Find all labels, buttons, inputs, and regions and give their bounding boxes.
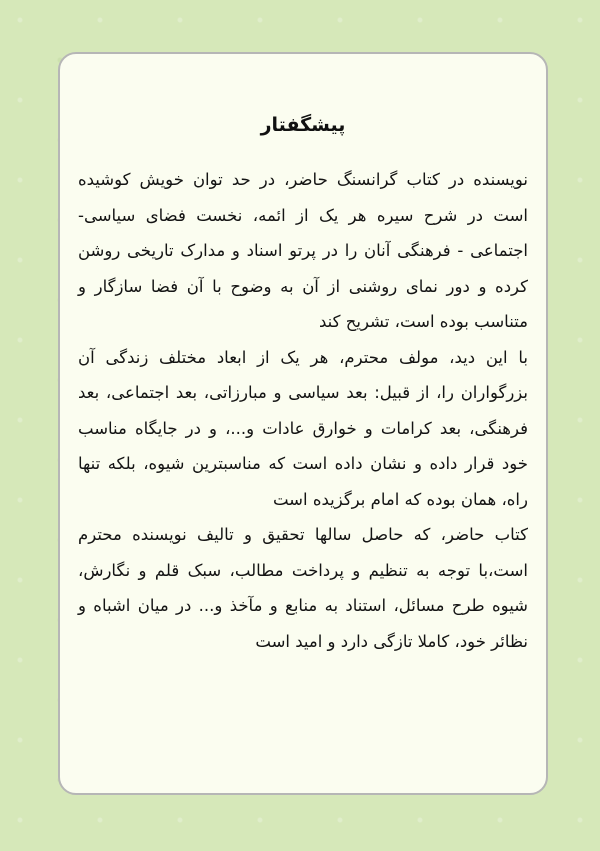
- paragraph: نویسنده در کتاب گرانسنگ حاضر، در حد توان خویش کوشیده است در شرح سیره هر یک از ائمه، نخست فضای سیاسی- اجتماعی - فرهنگی آنان را در پرتو اسناد و مدارک تاریخی روشن کرده و دور نمای روشنی از آن به وضوح با آن فضا سازگار و متناسب بوده است، تشریح کند: [78, 170, 528, 331]
- page-title: پیشگفتار: [260, 114, 346, 136]
- paragraph: با این دید، مولف محترم، هر یک از ابعاد مختلف زندگی آن بزرگواران را، از قبیل: بعد سیاسی و مبارزاتی، بعد اجتماعی، بعد فرهنگی، بعد کرامات و خوارق عادات و...، و در جایگاه مناسب خود قرار داده و نشان داده است که مناسبترین شیوه، بلکه تنها راه، همان بوده که امام برگزیده است: [78, 347, 528, 509]
- page-card: [58, 52, 548, 795]
- paragraph: کتاب حاضر، که حاصل سالها تحقیق و تالیف نویسنده محترم است،با توجه به تنظیم و پرداخت مطالب، سبک قلم و نگارش، شیوه طرح مسائل، استناد به منابع و مآخذ و... در میان اشباه و نظائر خود، کاملا تازگی دارد و امید است: [78, 525, 528, 651]
